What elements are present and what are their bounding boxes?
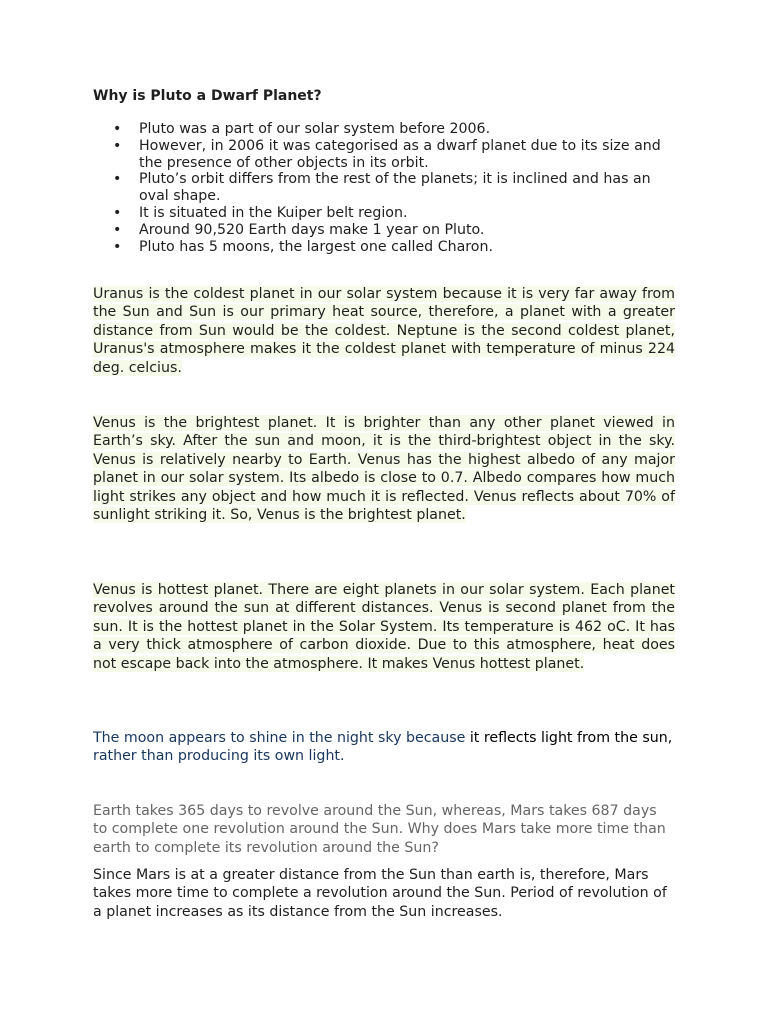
pluto-facts-list [93, 121, 675, 255]
page-title: Why is Pluto a Dwarf Planet? [93, 88, 322, 104]
moon-paragraph-part2: it reflects light from the sun, [469, 730, 673, 746]
list-item: • Pluto’s orbit differs from the rest of the planets; it is inclined and has an oval shape. [93, 171, 675, 205]
list-item: • It is situated in the Kuiper belt region. [93, 205, 675, 222]
list-item: • However, in 2006 it was categorised as a dwarf planet due to its size and the presence of other objects in its orbit. [93, 138, 675, 172]
list-item: • Pluto has 5 moons, the largest one called Charon. [93, 239, 675, 256]
venus-hottest-paragraph-text: Venus is hottest planet. There are eight planets in our solar system. Each planet revolves around the sun at different distances. Venus is second planet from the sun. It is the hottest planet in the Solar System. Its temperature is 462 oC. It has a very thick atmosphere of carbon dioxide. Due to this atmosphere, heat does not escape back into the atmosphere. It makes Venus hottest planet. [93, 582, 675, 672]
venus-hottest-paragraph [93, 581, 675, 673]
mars-answer: Since Mars is at a greater distance from the Sun than earth is, therefore, Mars takes more time to complete a revolution around the Sun. Period of revolution of a planet increases as its distance from the Sun increases. [93, 867, 667, 920]
uranus-paragraph-text: Uranus is the coldest planet in our solar system because it is very far away from the Sun and Sun is our primary heat source, therefore, a planet with a greater distance from Sun would be the coldest. Neptune is the second coldest planet, Uranus's atmosphere makes it the coldest planet with temperature of minus 224 deg. celcius. [93, 286, 675, 376]
venus-brightest-paragraph-text: Venus is the brightest planet. It is brighter than any other planet viewed in Earth’s sky. After the sun and moon, it is the third-brightest object in the sky. Venus is relatively nearby to Earth. Venus has the highest albedo of any major planet in our solar system. Its albedo is close to 0.7. Albedo compares how much light strikes any object and how much it is reflected. Venus reflects about 70% of sunlight striking it. So, Venus is the brightest planet. [93, 415, 675, 524]
mars-question: Earth takes 365 days to revolve around the Sun, whereas, Mars takes 687 days to complete one revolution around the Sun. Why does Mars take more time than earth to complete its revolution around the Sun? [93, 803, 666, 856]
list-item: • Pluto was a part of our solar system before 2006. [93, 121, 675, 138]
venus-brightest-paragraph [93, 414, 675, 524]
list-item: • Around 90,520 Earth days make 1 year on Pluto. [93, 222, 675, 239]
moon-paragraph-part3: rather than producing its own light. [93, 748, 345, 765]
moon-paragraph [93, 729, 675, 766]
uranus-paragraph [93, 285, 675, 377]
moon-paragraph-part1: The moon appears to shine in the night sky because [93, 730, 470, 746]
